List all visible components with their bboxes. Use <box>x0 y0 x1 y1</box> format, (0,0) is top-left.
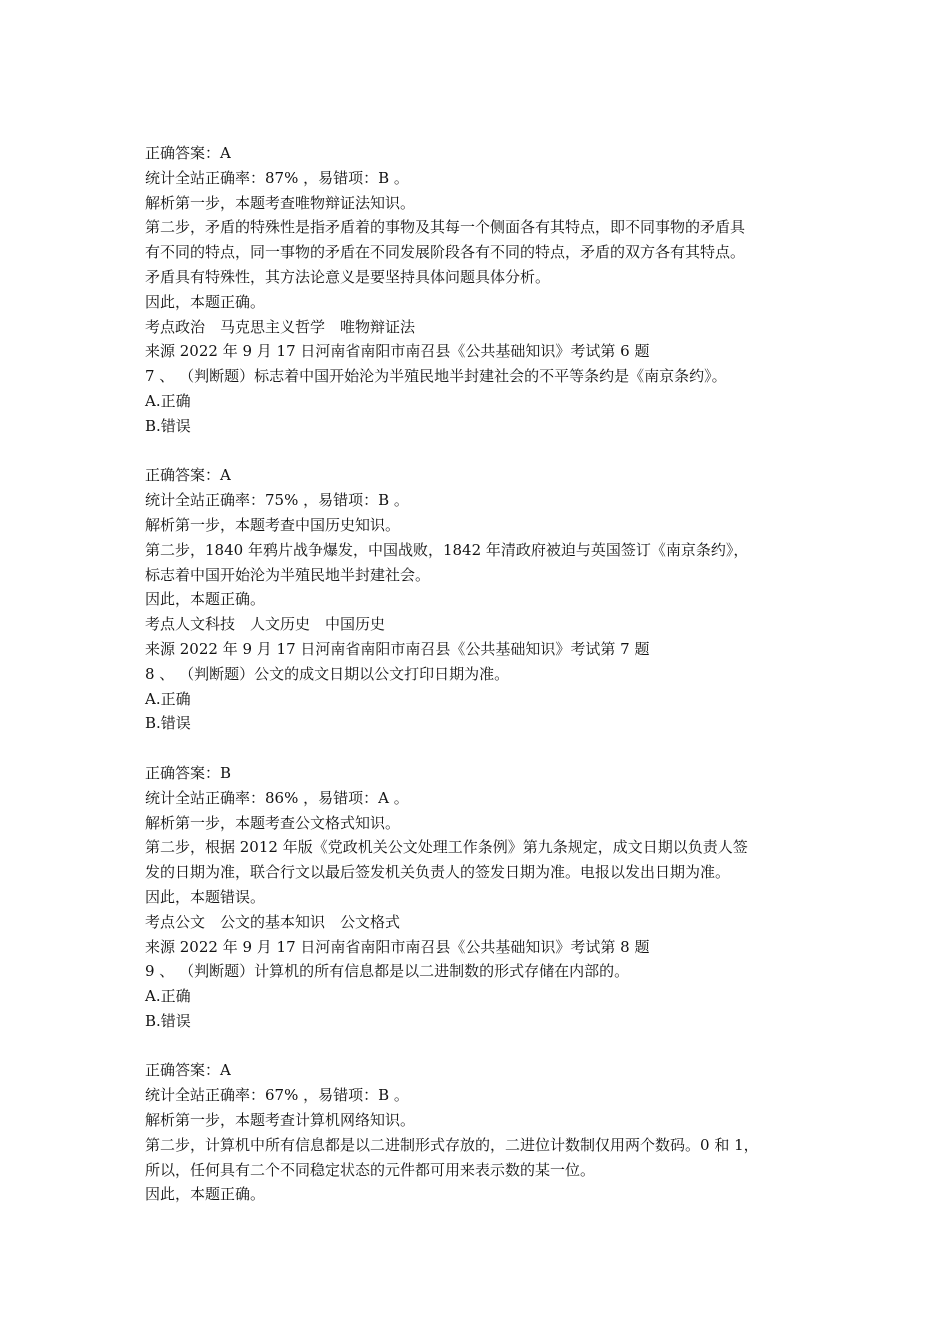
topic-line: 考点人文科技 人文历史 中国历史 <box>145 615 386 634</box>
option-a: A.正确 <box>145 689 191 708</box>
source-line: 来源 2022 年 9 月 17 日河南省南阳市南召县《公共基础知识》考试第 6 题 <box>145 342 650 361</box>
spacer <box>145 439 815 464</box>
stats-line: 统计全站正确率：75% ，易错项：B 。 <box>145 491 409 510</box>
option-b: B.错误 <box>145 714 191 733</box>
step2-line: 所以，任何具有二个不同稳定状态的元件都可用来表示数的某一位。 <box>145 1160 596 1179</box>
step2-line: 矛盾具有特殊性，其方法论意义是要坚持具体问题具体分析。 <box>145 267 551 286</box>
step2-line: 有不同的特点，同一事物的矛盾在不同发展阶段各有不同的特点，矛盾的双方各有其特点。 <box>145 243 746 262</box>
source-line: 来源 2022 年 9 月 17 日河南省南阳市南召县《公共基础知识》考试第 7 题 <box>145 639 650 658</box>
step2-line: 发的日期为准，联合行文以最后签发机关负责人的签发日期为准。电报以发出日期为准。 <box>145 863 731 882</box>
stats-line: 统计全站正确率：86% ，易错项：A 。 <box>145 788 409 807</box>
topic-line: 考点公文 公文的基本知识 公文格式 <box>145 912 401 931</box>
question-line: 7 、 （判断题）标志着中国开始沦为半殖民地半封建社会的不平等条约是《南京条约》。 <box>145 367 727 386</box>
topic-line: 考点政治 马克思主义哲学 唯物辩证法 <box>145 317 416 336</box>
conclusion-line: 因此，本题正确。 <box>145 590 266 609</box>
conclusion-line: 因此，本题错误。 <box>145 887 266 906</box>
analysis-line: 解析第一步，本题考查唯物辩证法知识。 <box>145 193 416 212</box>
option-b: B.错误 <box>145 416 191 435</box>
stats-line: 统计全站正确率：67% ，易错项：B 。 <box>145 1086 409 1105</box>
answer-line: 正确答案：A <box>145 1061 231 1080</box>
stats-line: 统计全站正确率：87% ，易错项：B 。 <box>145 168 409 187</box>
analysis-line: 解析第一步，本题考查计算机网络知识。 <box>145 1111 416 1130</box>
step2-line: 第二步，计算机中所有信息都是以二进制形式存放的，二进位计数制仅用两个数码。0 和 1， <box>145 1135 759 1154</box>
option-a: A.正确 <box>145 391 191 410</box>
question-line: 8 、 （判断题）公文的成文日期以公文打印日期为准。 <box>145 664 510 683</box>
option-a: A.正确 <box>145 987 191 1006</box>
question-line: 9 、 （判断题）计算机的所有信息都是以二进制数的形式存储在内部的。 <box>145 962 630 981</box>
document-body <box>145 141 815 1207</box>
step2-line: 标志着中国开始沦为半殖民地半封建社会。 <box>145 565 431 584</box>
step2-line: 第二步，矛盾的特殊性是指矛盾着的事物及其每一个侧面各有其特点，即不同事物的矛盾具 <box>145 218 746 237</box>
analysis-line: 解析第一步，本题考查公文格式知识。 <box>145 813 401 832</box>
spacer <box>145 736 815 761</box>
spacer <box>145 1034 815 1059</box>
conclusion-line: 因此，本题正确。 <box>145 292 266 311</box>
answer-line: 正确答案：A <box>145 466 231 485</box>
analysis-line: 解析第一步，本题考查中国历史知识。 <box>145 515 401 534</box>
step2-line: 第二步，1840 年鸦片战争爆发，中国战败，1842 年清政府被迫与英国签订《南京条约》， <box>145 540 749 559</box>
answer-line: 正确答案：A <box>145 144 231 162</box>
step2-line: 第二步，根据 2012 年版《党政机关公文处理工作条例》第九条规定，成文日期以负责人签 <box>145 838 748 857</box>
source-line: 来源 2022 年 9 月 17 日河南省南阳市南召县《公共基础知识》考试第 8 题 <box>145 937 650 956</box>
answer-line: 正确答案：B <box>145 763 232 782</box>
conclusion-line: 因此，本题正确。 <box>145 1185 266 1204</box>
option-b: B.错误 <box>145 1011 191 1030</box>
